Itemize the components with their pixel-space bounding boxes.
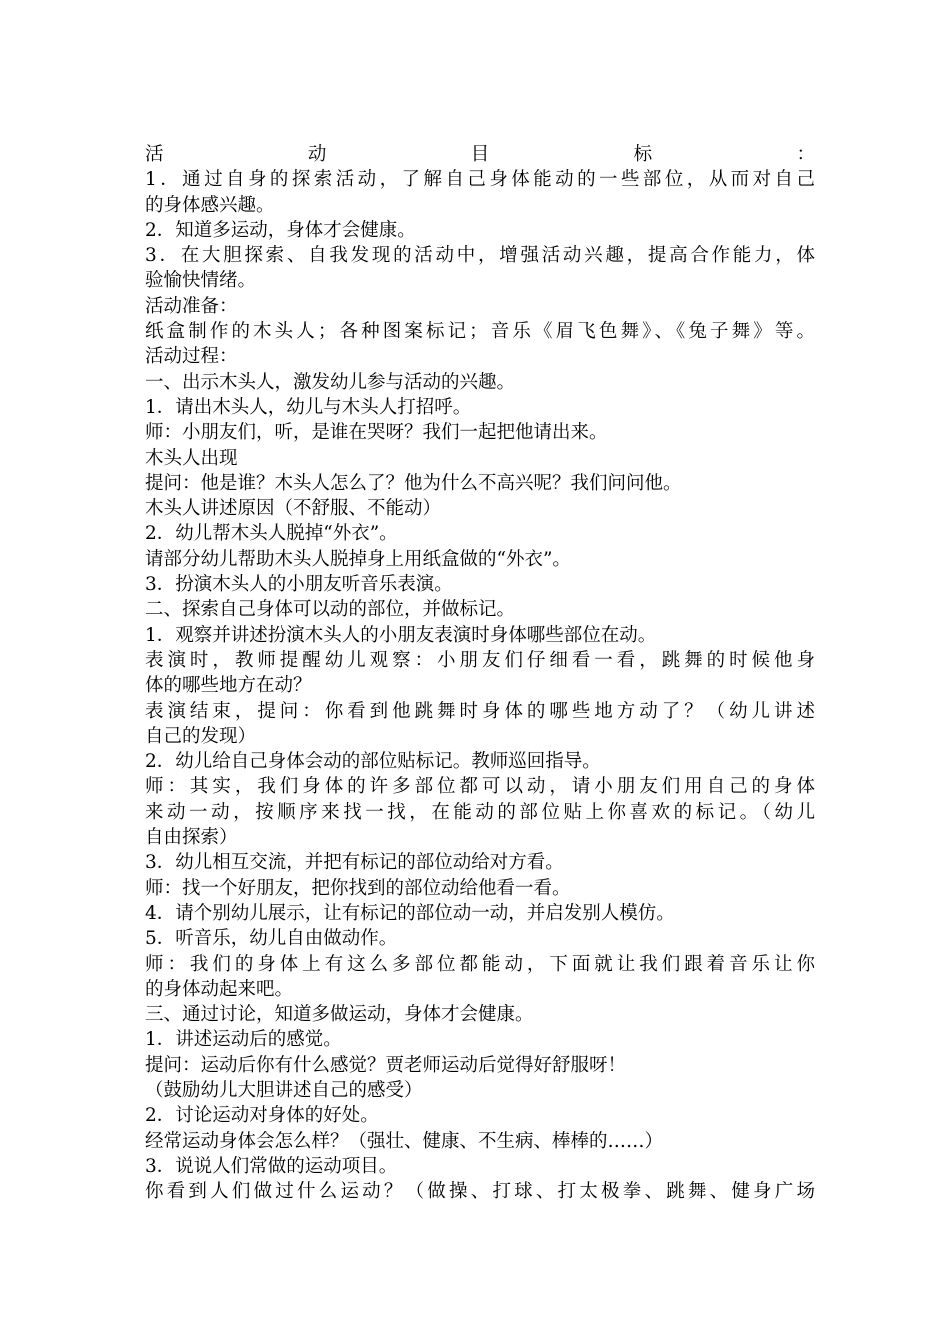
text-line: 3．扮演木头人的小朋友听音乐表演。 [145,574,453,596]
text-line: 表演结束，提问：你看到他跳舞时身体的哪些地方动了？（幼儿讲述 [145,700,815,722]
text-line: 体的哪些地方在动？ [145,675,312,697]
text-line: 4．请个别幼儿展示，让有标记的部位动一动，并启发别人模仿。 [145,902,675,924]
text-line: 三、通过讨论，知道多做运动，身体才会健康。 [145,1004,534,1026]
text-line: 木头人出现 [145,447,238,469]
text-line: 的身体感兴趣。 [145,194,275,216]
text-line: 师：其实，我们身体的许多部位都可以动，请小朋友们用自己的身体 [145,776,815,798]
text-line: 1．请出木头人，幼儿与木头人打招呼。 [145,396,472,418]
text-line: 1．讲述运动后的感觉。 [145,1029,342,1051]
text-line: 你看到人们做过什么运动？（做操、打球、打太极拳、跳舞、健身广场 [145,1181,815,1203]
text-line: 1．通过自身的探索活动，了解自己身体能动的一些部位，从而对自己 [145,169,815,191]
text-line: 来动一动，按顺序来找一找，在能动的部位贴上你喜欢的标记。（幼儿 [145,801,815,823]
text-line: 表演时，教师提醒幼儿观察：小朋友们仔细看一看，跳舞的时候他身 [145,649,815,671]
text-line: 提问：运动后你有什么感觉？贾老师运动后觉得好舒服呀！ [145,1054,627,1076]
text-line: 提问：他是谁？木头人怎么了？他为什么不高兴呢？我们问问他。 [145,472,682,494]
text-line: 自己的发现） [145,725,257,747]
text-line: 3．在大胆探索、自我发现的活动中，增强活动兴趣，提高合作能力，体 [145,245,815,267]
text-line: 2．幼儿帮木头人脱掉“外衣”。 [145,523,398,545]
text-line: 师：找一个好朋友，把你找到的部位动给他看一看。 [145,877,571,899]
text-line: 2．知道多运动，身体才会健康。 [145,219,416,241]
document-page [145,142,815,1204]
text-line: 请部分幼儿帮助木头人脱掉身上用纸盒做的“外衣”。 [145,548,571,570]
text-line: 经常运动身体会怎么样？（强壮、健康、不生病、棒棒的……） [145,1130,664,1152]
text-line: 5．听音乐，幼儿自由做动作。 [145,928,398,950]
text-line: 活动过程： [145,346,238,368]
text-line: （鼓励幼儿大胆讲述自己的感受） [145,1079,423,1101]
text-line: 2．讨论运动对身体的好处。 [145,1105,379,1127]
text-line: 3．幼儿相互交流，并把有标记的部位动给对方看。 [145,852,564,874]
text-line: 木头人讲述原因（不舒服、不能动） [145,498,442,520]
text-line: 二、探索自己身体可以动的部位，并做标记。 [145,599,516,621]
text-line: 验愉快情绪。 [145,270,257,292]
text-line: 自由探索） [145,827,238,849]
text-line: 一、出示木头人，激发幼儿参与活动的兴趣。 [145,371,516,393]
text-line: 师：小朋友们，听，是谁在哭呀？我们一起把他请出来。 [145,422,608,444]
text-line: 活动目标： [145,144,815,165]
text-line: 活动准备： [145,295,238,317]
text-line: 2．幼儿给自己身体会动的部位贴标记。教师巡回指导。 [145,751,601,773]
text-line: 纸盒制作的木头人；各种图案标记；音乐《眉飞色舞》、《兔子舞》等。 [145,321,815,343]
text-line: 3．说说人们常做的运动项目。 [145,1155,398,1177]
text-line: 1．观察并讲述扮演木头人的小朋友表演时身体哪些部位在动。 [145,624,657,646]
text-line: 师：我们的身体上有这么多部位都能动，下面就让我们跟着音乐让你 [145,953,815,975]
text-line: 的身体动起来吧。 [145,978,294,1000]
